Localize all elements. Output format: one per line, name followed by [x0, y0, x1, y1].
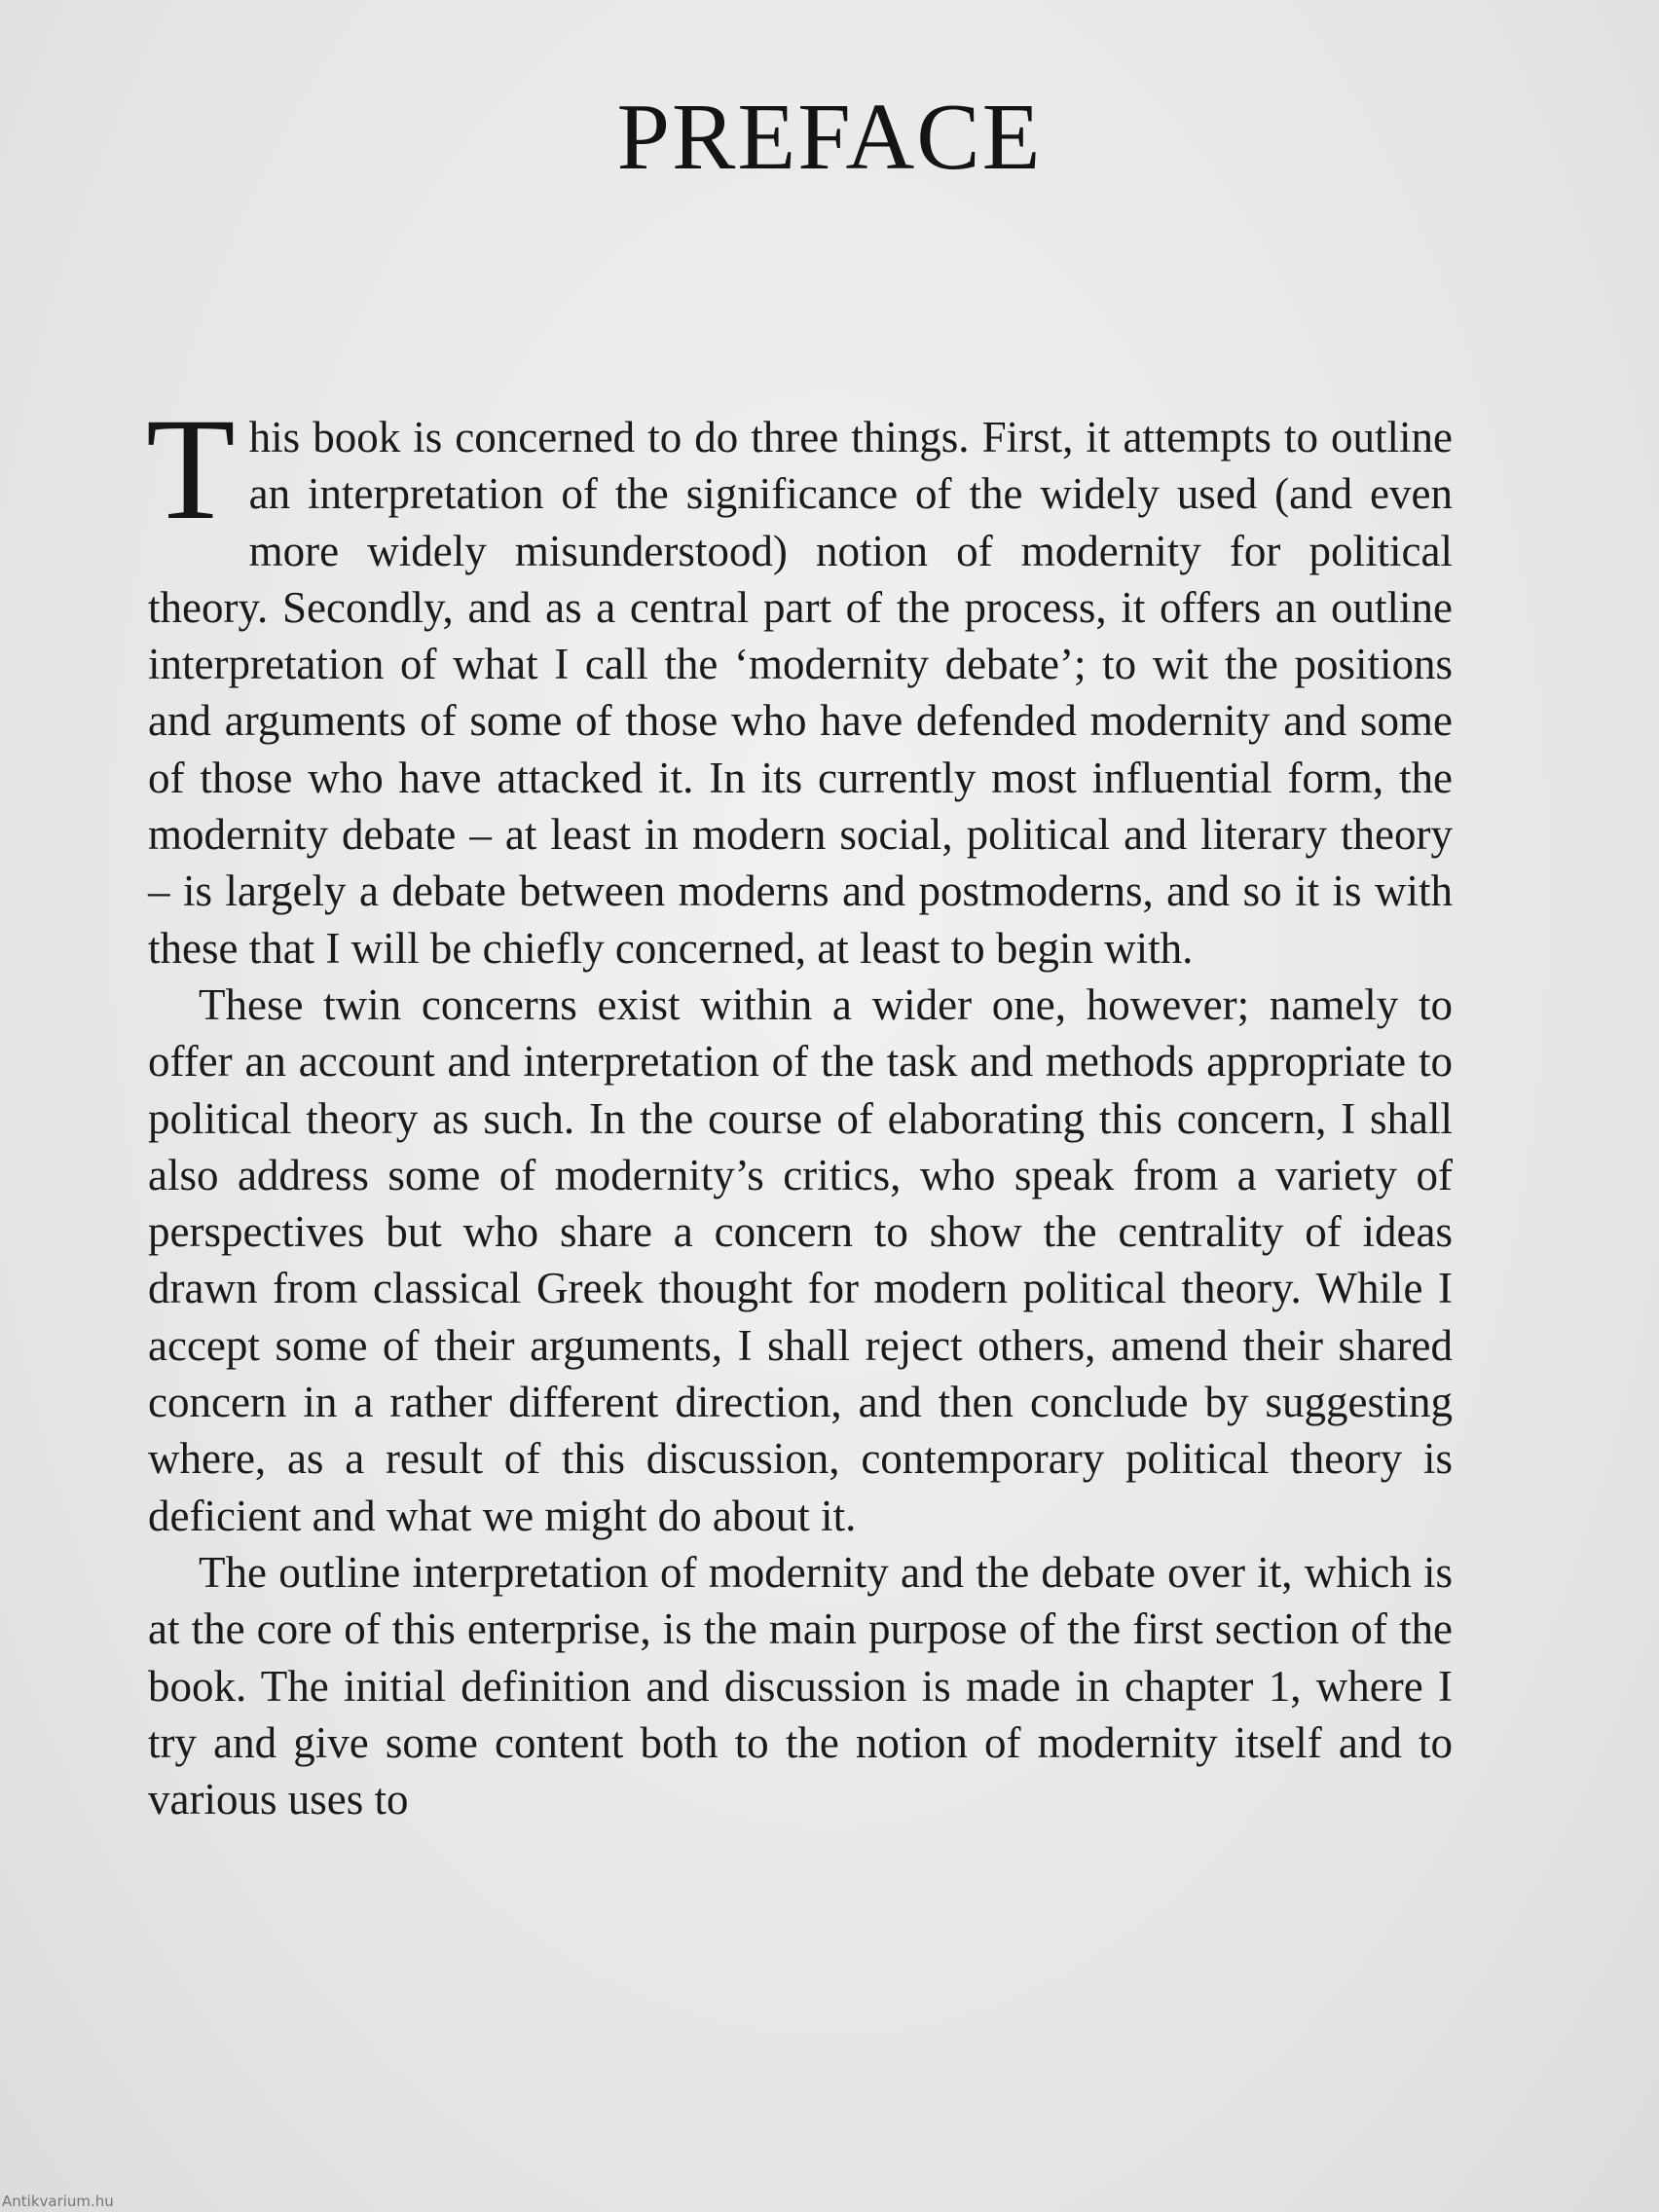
- paragraph-2: These twin concerns exist within a wider one, however; namely to offer an account and interpretation of the task and methods appropriate to political theory as such. In the course of elaborating this concern, I shall also address some of modernity’s critics, who speak from a variety of perspectives but who share a concern to show the centrality of ideas drawn from classical Greek thought for modern political theory. While I accept some of their arguments, I shall reject others, amend their shared concern in a rather different direction, and then conclude by suggesting where, as a result of this discussion, contemporary political theory is deficient and what we might do about it.: [148, 979, 1453, 1540]
- preface-body: [146, 388, 1453, 1827]
- site-watermark: Antikvarium.hu: [2, 2193, 114, 2210]
- page-title: PREFACE: [616, 85, 1043, 190]
- paragraph-1: [146, 388, 1453, 977]
- paragraph-1-text: his book is concerned to do three things. First, it attempts to outline an interpretation of the significance of the widely used (and even more widely misunderstood) notion of modernity for political theory. Secondly, and as a central part of the process, it offers an outline interpretation of what I call the ‘modernity debate’; to wit the positions and arguments of some of those who have defended modernity and some of those who have attacked it. In its currently most influential form, the modernity debate – at least in modern social, political and literary theory – is largely a debate between moderns and postmoderns, and so it is with these that I will be chiefly concerned, at least to begin with.: [148, 413, 1453, 973]
- paragraph-3: The outline interpretation of modernity and the debate over it, which is at the core of this enterprise, is the main purpose of the first section of the book. The initial definition and discussion is made in chapter 1, where I try and give some content both to the notion of modernity itself and to various uses to: [148, 1547, 1453, 1825]
- drop-cap-initial: T: [146, 388, 236, 550]
